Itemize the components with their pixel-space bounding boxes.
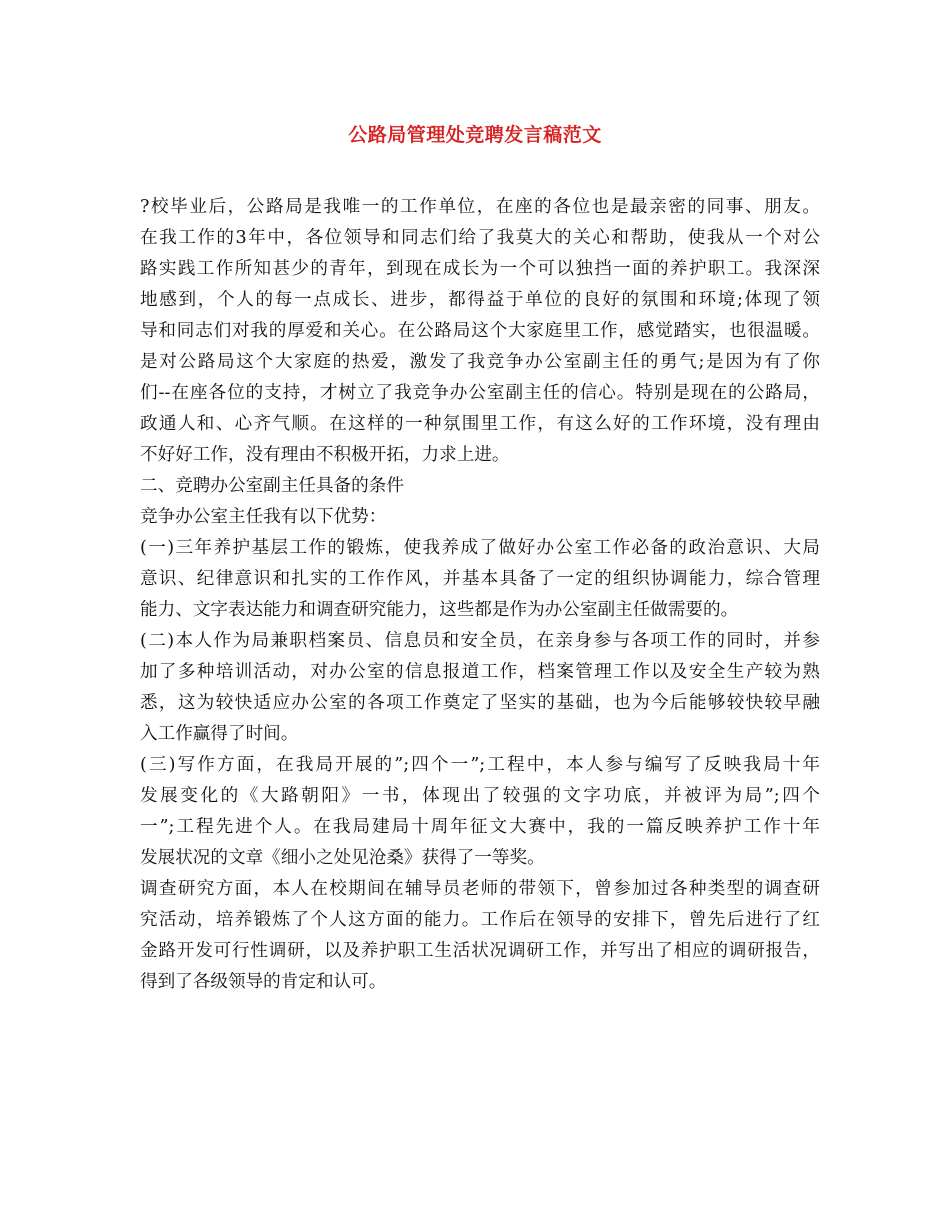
body-line: 们--在座各位的支持，才树立了我竞争办公室副主任的信心。特别是现在的公路局，	[140, 383, 820, 403]
body-line: 发展变化的《大路朝阳》一书，体现出了较强的文字功底，并被评为局”;四个	[140, 786, 820, 806]
body-line: 路实践工作所知甚少的青年，到现在成长为一个可以独挡一面的养护职工。我深深	[140, 259, 820, 279]
body-line: 不好好工作，没有理由不积极开拓，力求上进。	[140, 445, 510, 465]
body-line: 地感到，个人的每一点成长、进步，都得益于单位的良好的氛围和环境;体现了领	[140, 290, 820, 310]
body-line: 能力、文字表达能力和调查研究能力，这些都是作为办公室副主任做需要的。	[140, 600, 739, 620]
body-line: 竞争办公室主任我有以下优势：	[140, 507, 387, 527]
document-title: 公路局管理处竞聘发言稿范文	[348, 124, 602, 146]
body-line: 导和同志们对我的厚爱和关心。在公路局这个大家庭里工作，感觉踏实，也很温暖。	[140, 321, 820, 341]
body-line: 一”;工程先进个人。在我局建局十周年征文大赛中，我的一篇反映养护工作十年	[140, 817, 820, 837]
body-line: 悉，这为较快适应办公室的各项工作奠定了坚实的基础，也为今后能够较快较早融	[140, 693, 820, 713]
section-heading: 二、竞聘办公室副主任具备的条件	[140, 476, 404, 496]
body-line: 发展状况的文章《细小之处见沧桑》获得了一等奖。	[140, 848, 545, 868]
body-line: 加了多种培训活动，对办公室的信息报道工作，档案管理工作以及安全生产较为熟	[140, 662, 820, 682]
body-line: 在我工作的3年中，各位领导和同志们给了我莫大的关心和帮助，使我从一个对公	[140, 228, 820, 248]
document-body	[140, 192, 820, 998]
body-line: 意识、纪律意识和扎实的工作作风，并基本具备了一定的组织协调能力，综合管理	[140, 569, 820, 589]
body-line: 得到了各级领导的肯定和认可。	[140, 972, 387, 992]
body-line: 政通人和、心齐气顺。在这样的一种氛围里工作，有这么好的工作环境，没有理由	[140, 414, 820, 434]
body-line: 调查研究方面，本人在校期间在辅导员老师的带领下，曾参加过各种类型的调查研	[140, 879, 820, 899]
body-line: 金路开发可行性调研，以及养护职工生活状况调研工作，并写出了相应的调研报告，	[140, 941, 820, 961]
body-line: (三)写作方面，在我局开展的”;四个一”;工程中，本人参与编写了反映我局十年	[140, 755, 820, 775]
body-line: 入工作赢得了时间。	[140, 724, 299, 744]
body-line: (二)本人作为局兼职档案员、信息员和安全员，在亲身参与各项工作的同时，并参	[140, 631, 820, 651]
body-line: 是对公路局这个大家庭的热爱，激发了我竞争办公室副主任的勇气;是因为有了你	[140, 352, 820, 372]
body-line: 究活动，培养锻炼了个人这方面的能力。工作后在领导的安排下，曾先后进行了红	[140, 910, 820, 930]
body-line: ?校毕业后，公路局是我唯一的工作单位，在座的各位也是最亲密的同事、朋友。	[140, 197, 820, 217]
body-line: (一)三年养护基层工作的锻炼，使我养成了做好办公室工作必备的政治意识、大局	[140, 538, 820, 558]
